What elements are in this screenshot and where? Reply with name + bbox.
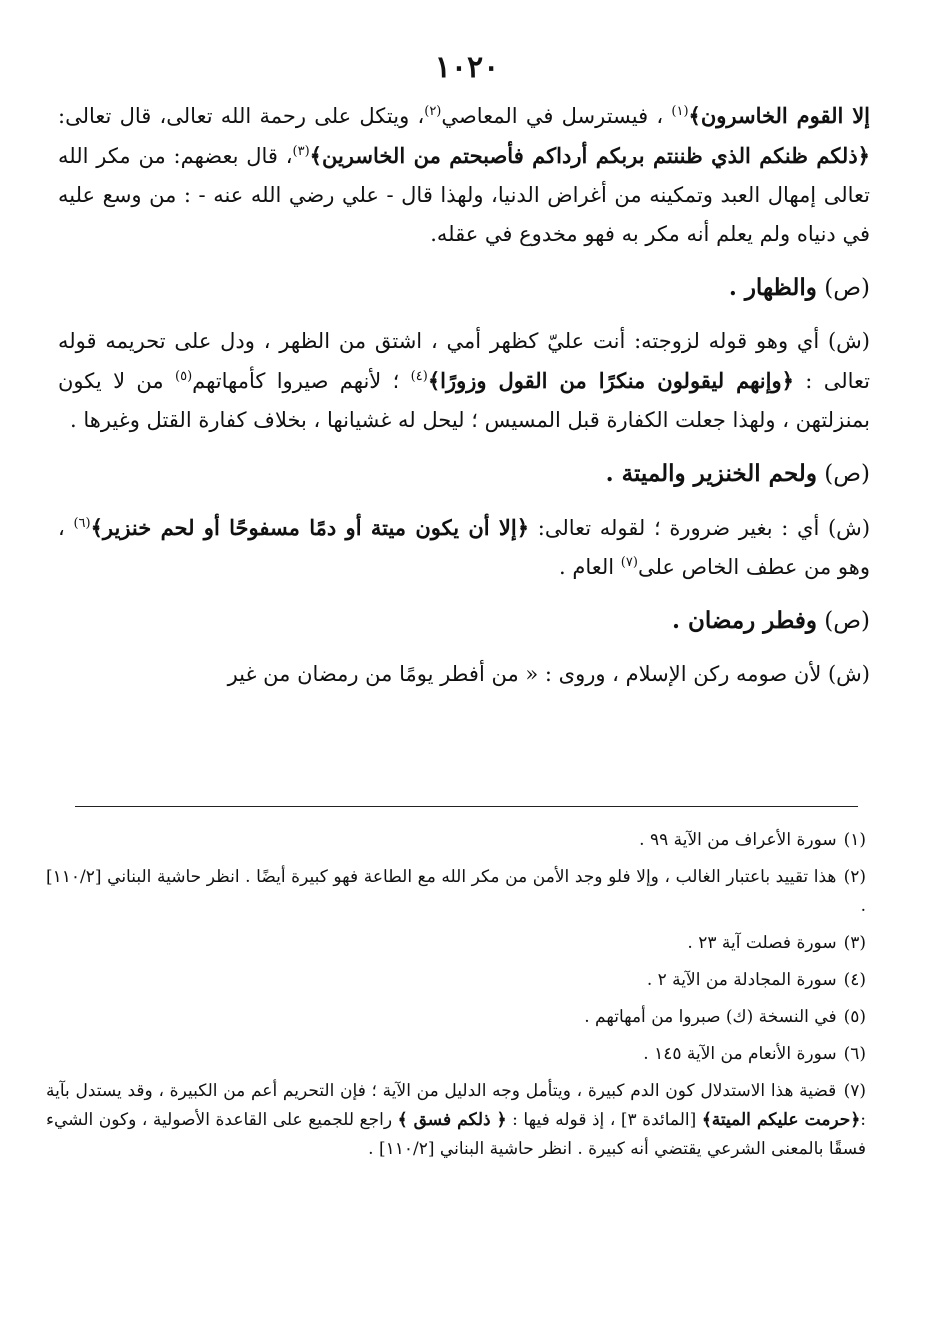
paragraph-text: ؛ لأنهم صيروا كأمهاتهم: [192, 369, 411, 393]
footnote-number: (٣): [843, 933, 866, 953]
matn-heading: [58, 268, 870, 308]
footnote-ref: (٧): [620, 555, 638, 570]
footnote-3: [46, 929, 866, 958]
quran-quote: ﴿حرمت عليكم الميتة﴾: [701, 1110, 861, 1130]
footnote-separator: [75, 806, 858, 807]
paragraph-text: العام .: [559, 555, 621, 579]
footnote-text: راجع للجميع على القاعدة الأصولية ، وكون الشيء فسقًا بالمعنى الشرعي يقتضي أنه كبيرة . انظر حاشية البناني [١١٠/٢] .: [46, 1110, 866, 1159]
footnote-1: [46, 826, 866, 855]
footnote-number: (٢): [843, 867, 866, 887]
page-number: ١٠٢٠: [434, 50, 500, 85]
paragraph-text: (ش) أي وهو قوله لزوجته: أنت عليّ كظهر أمي ، اشتق من الظهر ، ودل على تحريمه قوله تعالى :: [58, 329, 871, 393]
footnote-text: قضية هذا الاستدلال كون الدم كبيرة ، ويتأمل وجه الدليل من الآية ؛ فإن التحريم أعم من الكبيرة ، وقد يستدل بآية :: [46, 1081, 867, 1130]
footnote-number: (٤): [843, 970, 866, 990]
matn-heading: [58, 454, 870, 494]
quran-quote: إلا القوم الخاسرون: [700, 103, 870, 128]
paragraph-text: (ش) أي : بغير ضرورة ؛ لقوله تعالى:: [529, 516, 871, 540]
quran-quote: ﴿وإنهم ليقولون منكرًا من القول وزورًا﴾: [427, 368, 794, 393]
footnote-text: سورة فصلت آية ٢٣ .: [687, 933, 837, 953]
spacer: [58, 440, 870, 454]
spacer: [58, 308, 870, 322]
paragraph-1: [58, 96, 870, 254]
paragraph-4: [58, 655, 870, 694]
footnote-number: (٥): [843, 1007, 866, 1027]
footnote-ref: (٢): [424, 104, 442, 119]
footnote-6: [46, 1040, 866, 1069]
paragraph-text: ، ويتكل على رحمة الله تعالى، قال تعالى:: [58, 104, 425, 128]
footnote-4: [46, 966, 866, 995]
footnote-number: (٧): [843, 1081, 866, 1101]
quran-quote: ﴿ذلكم ظنكم الذي ظننتم بربكم أرداكم فأصبحتم من الخاسرين﴾: [309, 143, 870, 168]
footnote-ref: (٣): [292, 144, 310, 159]
quran-quote: ﴿ ذلكم فسق ﴾: [397, 1110, 507, 1130]
paragraph-2: [58, 322, 870, 440]
spacer: [58, 587, 870, 601]
footnotes: [46, 826, 866, 1164]
paragraph-text: ، فيسترسل في المعاصي: [441, 104, 672, 128]
footnote-text: [المائدة ٣] ، إذ قوله فيها :: [506, 1110, 702, 1130]
matn-prefix: (ص): [816, 461, 870, 487]
footnote-text: سورة الأعراف من الآية ٩٩ .: [639, 830, 837, 850]
matn-prefix: (ص): [816, 608, 870, 634]
spacer: [58, 254, 870, 268]
paragraph-text: ، قال بعضهم: من مكر الله تعالى إمهال العبد وتمكينه من أغراض الدنيا، ولهذا قال - علي رضي الله عنه - : من وسع عليه في دنياه ولم يعلم أنه مكر به فهو مخدوع في عقله.: [58, 144, 870, 246]
footnote-ref: (١): [671, 104, 689, 119]
quran-quote: ﴿إلا أن يكون ميتة أو دمًا مسفوحًا أو لحم خنزير﴾: [90, 515, 530, 540]
matn-text: ولحم الخنزير والميتة .: [605, 460, 817, 487]
matn-text: وفطر رمضان .: [671, 607, 817, 634]
footnote-number: (٦): [843, 1044, 866, 1064]
footnote-ref: (٦): [73, 516, 91, 531]
paragraph-text: ، وهو من عطف الخاص على: [58, 516, 870, 579]
footnote-text: هذا تقييد باعتبار الغالب ، وإلا فلو وجد الأمن من مكر الله مع الطاعة فهو كبيرة أيضًا . انظر حاشية البناني [١١٠/٢] .: [46, 867, 866, 916]
footnote-5: [46, 1003, 866, 1032]
matn-prefix: (ص): [816, 275, 870, 301]
paragraph-text: من لا يكون بمنزلتهن ، ولهذا جعلت الكفارة قبل المسيس ؛ ليحل له غشيانها ، بخلاف كفارة القتل وغيرها .: [58, 369, 870, 432]
footnote-2: [46, 863, 866, 921]
main-text: [58, 96, 870, 694]
matn-heading: [58, 601, 870, 641]
paragraph-text: (ش) لأن صومه ركن الإسلام ، وروى : « من أفطر يومًا من رمضان من غير: [227, 662, 870, 686]
footnote-7: [46, 1077, 866, 1164]
footnote-ref: (٥): [175, 369, 193, 384]
spacer: [58, 494, 870, 508]
footnote-ref: (٤): [410, 369, 428, 384]
paragraph-3: [58, 508, 870, 587]
matn-text: والظهار .: [728, 274, 817, 301]
footnote-text: في النسخة (ك) صبروا من أمهاتهم .: [584, 1007, 837, 1027]
footnote-number: (١): [843, 830, 866, 850]
footnote-text: سورة المجادلة من الآية ٢ .: [646, 970, 837, 990]
quran-bracket-close: ﴾: [688, 103, 701, 128]
footnote-text: سورة الأنعام من الآية ١٤٥ .: [643, 1044, 837, 1064]
spacer: [58, 641, 870, 655]
